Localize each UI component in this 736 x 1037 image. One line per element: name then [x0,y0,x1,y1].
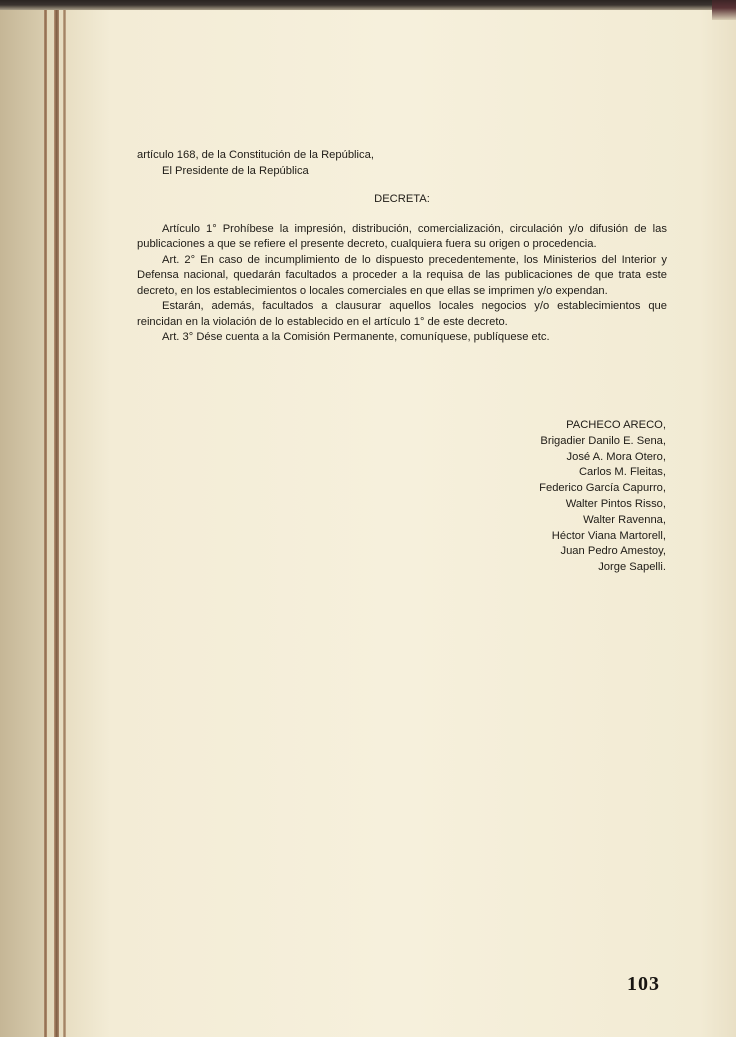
preamble-line: El Presidente de la República [162,164,309,177]
article-paragraph: Estarán, además, facultados a clausurar aquellos locales negocios y/o establecimientos que reincidan en la violación de lo establecido en el artículo 1° de este decreto. [137,300,667,328]
article-paragraph: Art. 3° Dése cuenta a la Comisión Permanente, comuníquese, publíquese etc. [162,331,550,343]
decree-heading: DECRETA: [374,193,430,205]
page-gutter-shadow [0,0,44,1037]
signatory: Jorge Sapelli. [598,561,666,574]
scan-corner-edge [712,0,736,20]
binding-edge-line [54,0,59,1037]
signatory: Héctor Viana Martorell, [551,529,666,542]
signatories-block [366,418,666,576]
signatory: Walter Ravenna, [583,513,666,526]
signatory: PACHECO ARECO, [566,419,666,431]
binding-edge-line [63,0,66,1037]
signatory: Federico García Capurro, [539,482,666,495]
signatory: Juan Pedro Amestoy, [560,545,666,558]
decree-text [137,148,667,346]
binding-edge-line [44,0,47,1037]
signatory: Brigadier Danilo E. Sena, [540,434,666,447]
article-paragraph: Art. 2° En caso de incumplimiento de lo dispuesto precedentemente, los Ministerios del Interior y Defensa nacional, quedarán facultados a proceder a la requisa de las publicaciones de que trata este decreto, en los establecimientos o locales comerciales en que ellas se imprimen y/o expendan. [137,253,667,297]
signatory: José A. Mora Otero, [566,450,666,463]
article-paragraph: Artículo 1° Prohíbese la impresión, distribución, comercialización, circulación y/o difusión de las publicaciones a que se refiere el presente decreto, cualquiera fuera su origen o procedencia. [137,222,667,250]
signatory: Walter Pintos Risso, [565,497,666,510]
page-number: 103 [627,973,660,995]
preamble-line: artículo 168, de la Constitución de la República, [137,149,374,161]
scan-top-edge [0,0,736,10]
signatory: Carlos M. Fleitas, [578,466,666,479]
